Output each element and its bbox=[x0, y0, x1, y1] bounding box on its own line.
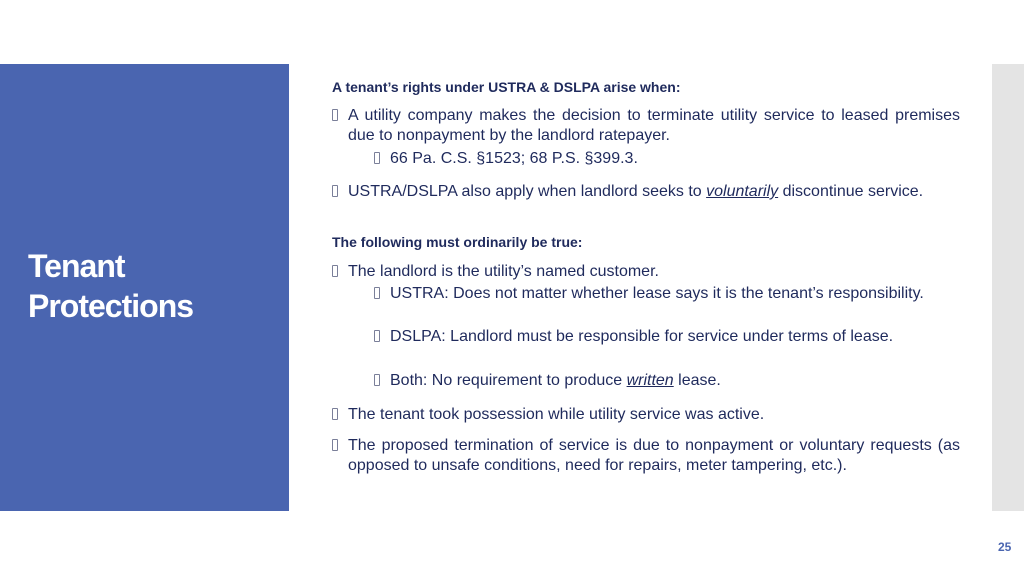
section1-bullet1-sub1 bbox=[374, 149, 960, 169]
section2-bullet1-sub1-text: USTRA: Does not matter whether lease says it is the tenant’s responsibility. bbox=[390, 285, 924, 302]
section1-bullet1 bbox=[332, 106, 960, 146]
section1-bullet1-text: A utility company makes the decision to terminate utility service to leased premises due to nonpayment by the landlord ratepayer. bbox=[348, 107, 960, 144]
section2-bullet2 bbox=[332, 405, 960, 425]
slide-title-line1: Tenant bbox=[28, 248, 125, 284]
section2-bullet1-sub2 bbox=[374, 327, 960, 347]
section2-bullet1-text: The landlord is the utility’s named customer. bbox=[348, 263, 659, 280]
section1-bullet2-text-start: USTRA/DSLPA also apply when landlord seeks to bbox=[348, 183, 707, 200]
section2-bullet1-sub3-text-start: Both: No requirement to produce bbox=[390, 372, 627, 389]
slide-title bbox=[28, 246, 278, 326]
section2-bullet1 bbox=[332, 262, 960, 282]
bullet-square-icon bbox=[374, 374, 380, 386]
section1-bullet2-text bbox=[348, 182, 960, 202]
section2-bullet1-sub2-text: DSLPA: Landlord must be responsible for service under terms of lease. bbox=[390, 328, 894, 345]
bullet-square-icon bbox=[332, 185, 338, 197]
section2-bullet3-text: The proposed termination of service is due to nonpayment or voluntary requests (as opposed to unsafe conditions, need for repairs, meter tampering, etc.). bbox=[348, 437, 960, 474]
section2-bullet1-sub3-text bbox=[390, 371, 960, 391]
bullet-square-icon bbox=[332, 439, 338, 451]
section2-bullet1-sub3-emphasis: written bbox=[626, 372, 674, 389]
bullet-square-icon bbox=[332, 109, 338, 121]
section2-bullet3 bbox=[332, 436, 960, 476]
bullet-square-icon bbox=[332, 408, 338, 420]
bullet-square-icon bbox=[332, 265, 338, 277]
section1-bullet1-sub1-text: 66 Pa. C.S. §1523; 68 P.S. §399.3. bbox=[390, 150, 638, 167]
section1-heading: A tenant’s rights under USTRA & DSLPA arise when: bbox=[332, 79, 681, 95]
bullet-square-icon bbox=[374, 330, 380, 342]
slide-content bbox=[332, 0, 960, 575]
page-number: 25 bbox=[998, 540, 1012, 554]
section1-bullet2 bbox=[332, 182, 960, 202]
decorative-side-bar bbox=[992, 64, 1024, 511]
section2-bullet1-sub1 bbox=[374, 284, 960, 304]
section2-bullet1-sub3-text-end: lease. bbox=[673, 372, 721, 389]
section2-bullet1-sub3 bbox=[374, 371, 960, 391]
section2-heading: The following must ordinarily be true: bbox=[332, 234, 583, 250]
bullet-square-icon bbox=[374, 152, 380, 164]
section1-bullet2-emphasis: voluntarily bbox=[706, 183, 779, 200]
bullet-square-icon bbox=[374, 287, 380, 299]
slide-title-line2: Protections bbox=[28, 288, 194, 324]
section1-bullet2-text-end: discontinue service. bbox=[778, 183, 924, 200]
section2-bullet2-text: The tenant took possession while utility service was active. bbox=[348, 406, 765, 423]
